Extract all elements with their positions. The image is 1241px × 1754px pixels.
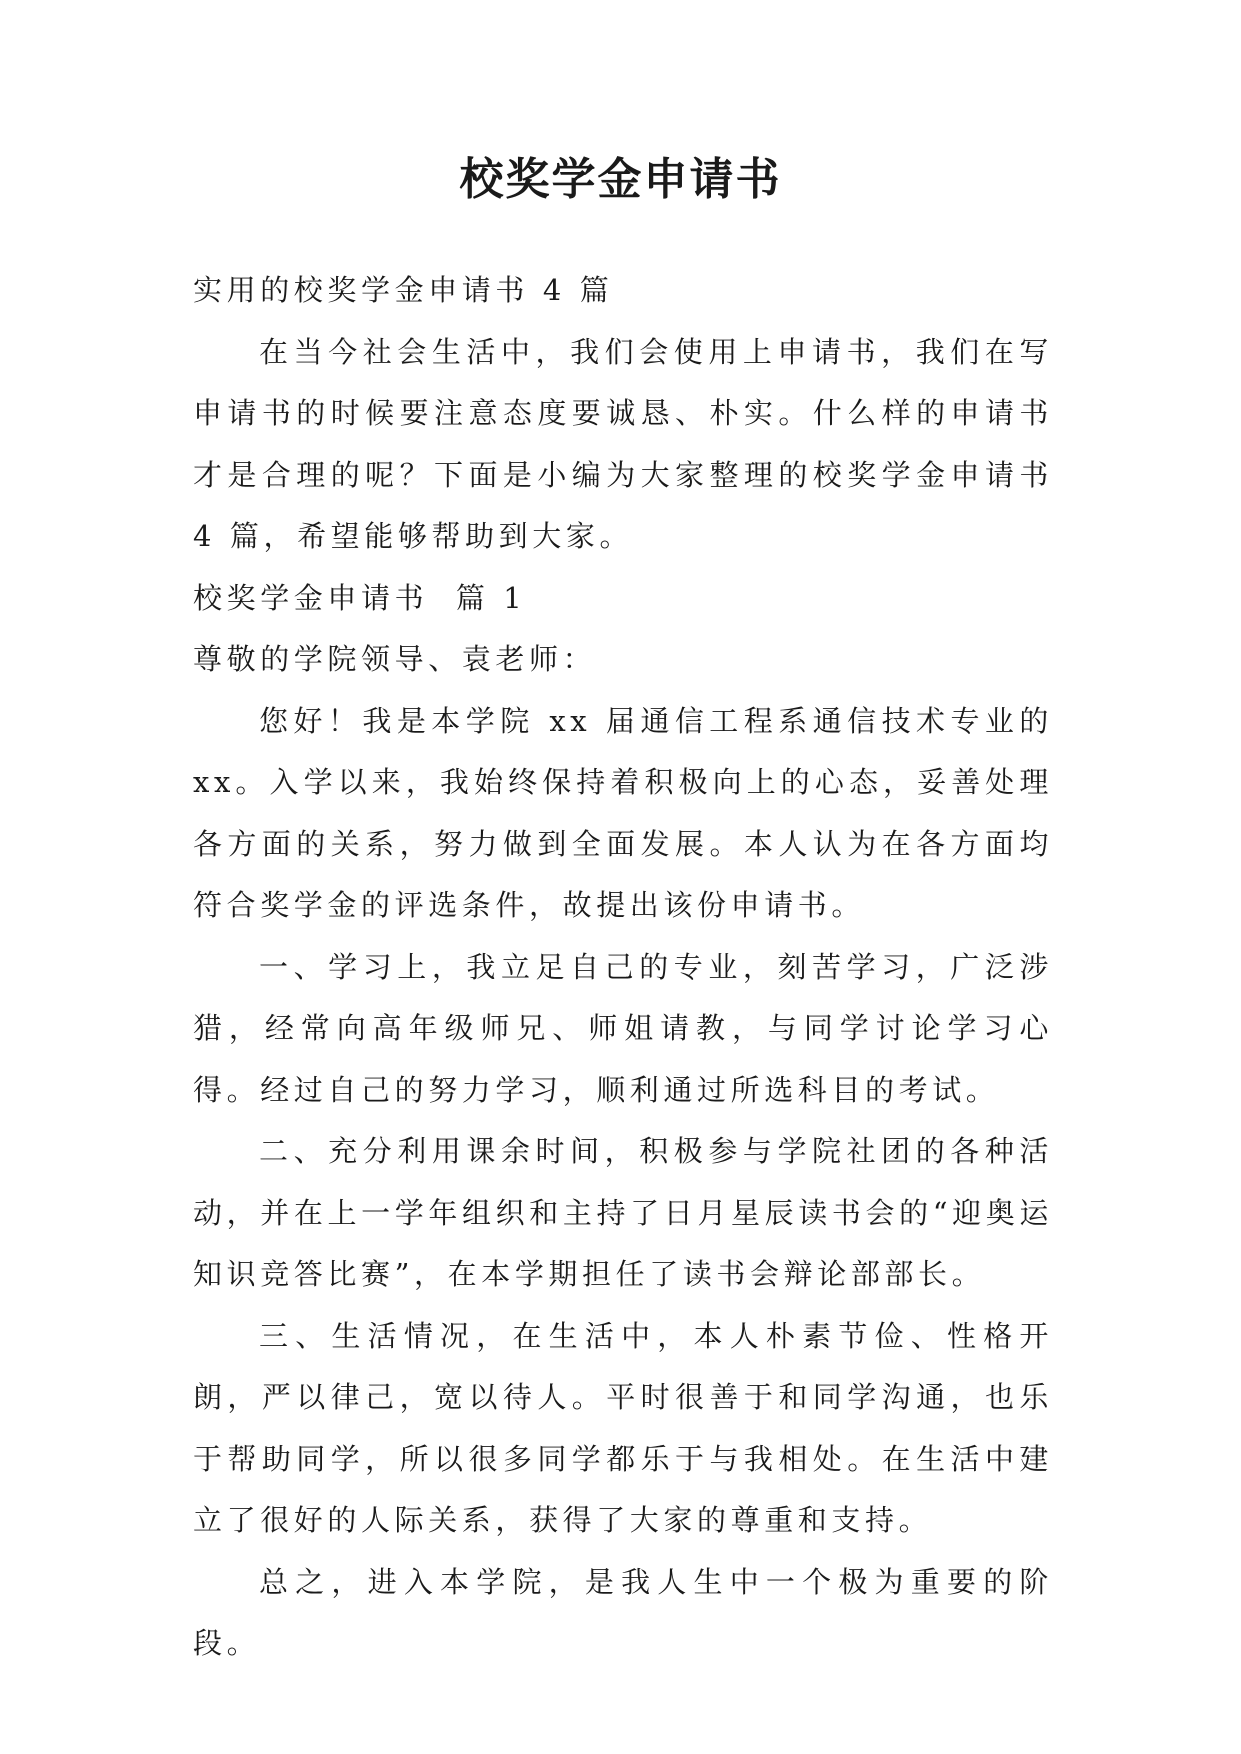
salutation: 尊敬的学院领导、袁老师： [193,642,597,676]
body-paragraph-5: 总之，进入本学院，是我人生中一个极为重要的阶段。 [193,1564,1053,1660]
body-paragraph-1: 您好！我是本学院 xx 届通信工程系通信技术专业的 xx。入学以来，我始终保持着积极向上的心态，妥善处理各方面的关系，努力做到全面发展。本人认为在各方面均符合奖学金的评选条件，故提出该份申请书。 [193,703,1053,922]
document-subtitle: 实用的校奖学金申请书 4 篇 [193,273,614,307]
section-heading: 校奖学金申请书 篇 1 [193,580,527,615]
intro-paragraph: 在当今社会生活中，我们会使用上申请书，我们在写申请书的时候要注意态度要诚恳、朴实。什么样的申请书才是合理的呢？下面是小编为大家整理的校奖学金申请书 4 篇，希望能够帮助到大家。 [193,334,1053,553]
body-paragraph-2: 一、学习上，我立足自己的专业，刻苦学习，广泛涉猎，经常向高年级师兄、师姐请教，与同学讨论学习心得。经过自己的努力学习，顺利通过所选科目的考试。 [193,949,1053,1107]
body-paragraph-4: 三、生活情况，在生活中，本人朴素节俭、性格开朗，严以律己，宽以待人。平时很善于和同学沟通，也乐于帮助同学，所以很多同学都乐于与我相处。在生活中建立了很好的人际关系，获得了大家的尊重和支持。 [193,1318,1053,1537]
document-body [193,260,1053,1675]
body-paragraph-3: 二、充分利用课余时间，积极参与学院社团的各种活动，并在上一学年组织和主持了日月星辰读书会的“迎奥运知识竞答比赛”，在本学期担任了读书会辩论部部长。 [193,1134,1053,1291]
document-title: 校奖学金申请书 [459,154,782,205]
